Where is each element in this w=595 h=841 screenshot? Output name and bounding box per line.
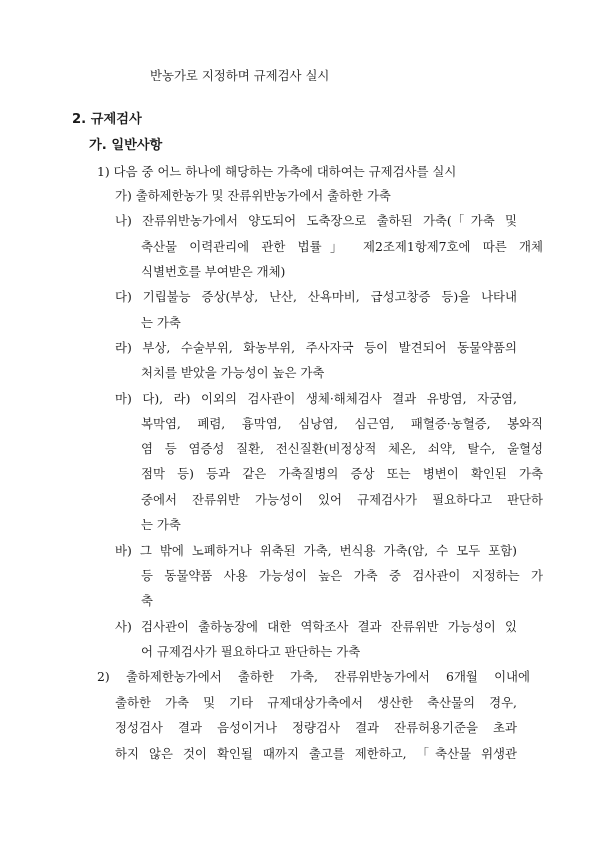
item-ra-line2: 처치를 받았을 가능성이 높은 가축 (141, 365, 325, 380)
item-ma-line4: 점막 등) 등과 같은 가축질병의 증상 또는 병변이 확인된 가축 (141, 466, 543, 481)
item1-intro: 1) 다음 중 어느 하나에 해당하는 가축에 대하여는 규제검사를 실시 (97, 164, 457, 179)
item-da-line1: 다) 기립불능 증상(부상, 난산, 산욕마비, 급성고창증 등)을 나타내 (115, 289, 517, 304)
item-na-line1: 나) 잔류위반농가에서 양도되어 도축장으로 출하된 가축(「가축 및 (115, 213, 517, 228)
item-ga: 가) 출하제한농가 및 잔류위반농가에서 출하한 가축 (115, 188, 391, 203)
item-ma-line6: 는 가축 (141, 517, 181, 532)
item2-line2: 출하한 가축 및 기타 규제대상가축에서 생산한 축산물의 경우, (115, 695, 517, 710)
item-sa-line1: 사) 검사관이 출하농장에 대한 역학조사 결과 잔류위반 가능성이 있 (115, 619, 517, 634)
item2-line4: 하지 않은 것이 확인될 때까지 출고를 제한하고, 「축산물 위생관 (115, 746, 517, 761)
item-ma-line5: 중에서 잔류위반 가능성이 있어 규제검사가 필요하다고 판단하 (141, 492, 543, 507)
item-ba-line3: 축 (141, 593, 153, 608)
item-ma-line1: 마) 다), 라) 이외의 검사관이 생체·해체검사 결과 유방염, 자궁염, (115, 391, 517, 406)
section-heading: 2. 규제검사 (72, 112, 142, 127)
item2-line3: 정성검사 결과 음성이거나 정량검사 결과 잔류허용기준을 초과 (115, 720, 517, 735)
item-na-line3: 식별번호를 부여받은 개체) (141, 264, 286, 279)
subsection-heading: 가. 일반사항 (89, 138, 163, 153)
item-da-line2: 는 가축 (141, 315, 181, 330)
item-ma-line3: 염 등 염증성 질환, 전신질환(비정상적 체온, 쇠약, 탈수, 울혈성 (141, 441, 543, 456)
item-ba-line1: 바) 그 밖에 노폐하거나 위축된 가축, 번식용 가축(암, 수 모두 포함) (115, 543, 517, 558)
item-ra-line1: 라) 부상, 수술부위, 화농부위, 주사자국 등이 발견되어 동물약품의 (115, 340, 517, 355)
item-sa-line2: 어 규제검사가 필요하다고 판단하는 가축 (141, 644, 361, 659)
item-ma-line2: 복막염, 폐렴, 흉막염, 심낭염, 심근염, 패혈증·농혈증, 봉와직 (141, 416, 543, 431)
item-ba-line2: 등 동물약품 사용 가능성이 높은 가축 중 검사관이 지정하는 가 (141, 568, 543, 583)
intro-line: 반농가로 지정하며 규제검사 실시 (150, 68, 330, 83)
item2-line1: 2) 출하제한농가에서 출하한 가축, 잔류위반농가에서 6개월 이내에 (97, 669, 530, 684)
item-na-line2: 축산물 이력관리에 관한 법률」 제2조제1항제7호에 따른 개체 (141, 239, 543, 254)
